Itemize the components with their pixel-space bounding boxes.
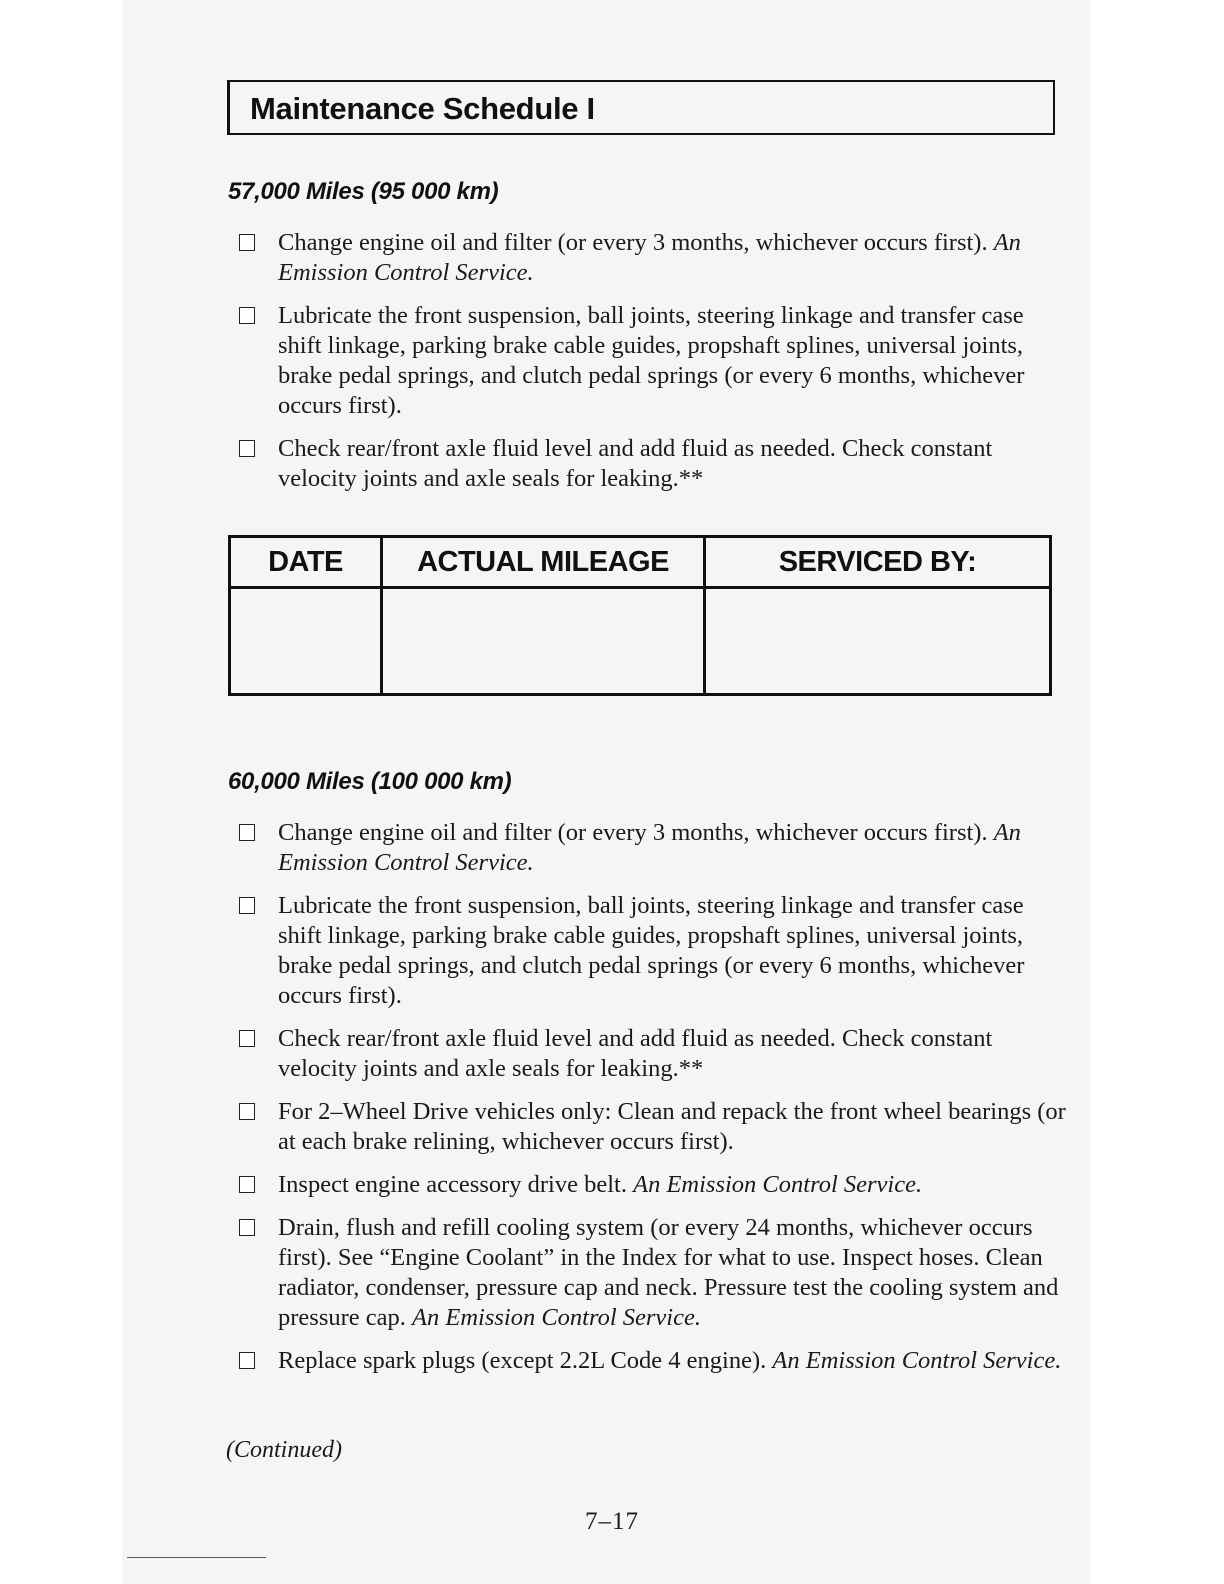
checklist-item: Drain, flush and refill cooling system (or every 24 months, whichever occurs first). See “Engine Coolant” in the Index for what to use. Inspect hoses. Clean radiator, condenser, pressure cap and neck. Pressure test the cooling system and pressure cap. An Emission Control Service. [236,1213,1066,1333]
checklist-item: Inspect engine accessory drive belt. An Emission Control Service. [236,1170,1066,1200]
checkbox[interactable] [239,824,255,841]
checkbox[interactable] [239,1352,255,1369]
date-cell[interactable] [230,588,382,695]
checklist-item: Lubricate the front suspension, ball joints, steering linkage and transfer case shift linkage, parking brake cable guides, propshaft splines, universal joints, brake pedal springs, and clutch pedal springs (or every 6 months, whichever occurs first). [236,891,1066,1011]
page-title-box [227,80,1055,135]
table-row [230,588,1051,695]
table-header-row [230,537,1051,588]
checklist-item: For 2–Wheel Drive vehicles only: Clean and repack the front wheel bearings (or at each brake relining, whichever occurs first). [236,1097,1066,1157]
section-title-60000: 60,000 Miles (100 000 km) [228,768,512,795]
actual-mileage-cell[interactable] [382,588,705,695]
continued-note: (Continued) [226,1437,342,1463]
section-title-57000: 57,000 Miles (95 000 km) [228,178,499,205]
checklist-item: Check rear/front axle fluid level and add fluid as needed. Check constant velocity joints and axle seals for leaking.** [236,1024,1066,1084]
checkbox[interactable] [239,307,255,324]
checkbox[interactable] [239,1176,255,1193]
checklist-57000 [236,228,1066,507]
checklist-item: Check rear/front axle fluid level and add fluid as needed. Check constant velocity joints and axle seals for leaking.** [236,434,1066,494]
actual-mileage-column-header: ACTUAL MILEAGE [382,537,705,588]
date-column-header: DATE [230,537,382,588]
checklist-60000 [236,818,1066,1389]
checkbox[interactable] [239,440,255,457]
checklist-item: Lubricate the front suspension, ball joints, steering linkage and transfer case shift linkage, parking brake cable guides, propshaft splines, universal joints, brake pedal springs, and clutch pedal springs (or every 6 months, whichever occurs first). [236,301,1066,421]
checkbox[interactable] [239,897,255,914]
checklist-item: Change engine oil and filter (or every 3 months, whichever occurs first). An Emission Control Service. [236,818,1066,878]
service-record-table [228,535,1052,696]
page-title: Maintenance Schedule I [250,91,595,126]
checkbox[interactable] [239,1030,255,1047]
checklist-item: Replace spark plugs (except 2.2L Code 4 engine). An Emission Control Service. [236,1346,1066,1376]
checkbox[interactable] [239,1219,255,1236]
checkbox[interactable] [239,234,255,251]
checkbox[interactable] [239,1103,255,1120]
serviced-by-column-header: SERVICED BY: [705,537,1051,588]
page-number: 7–17 [585,1508,639,1535]
footer-link-underline[interactable] [127,1557,266,1558]
serviced-by-cell[interactable] [705,588,1051,695]
checklist-item: Change engine oil and filter (or every 3 months, whichever occurs first). An Emission Control Service. [236,228,1066,288]
